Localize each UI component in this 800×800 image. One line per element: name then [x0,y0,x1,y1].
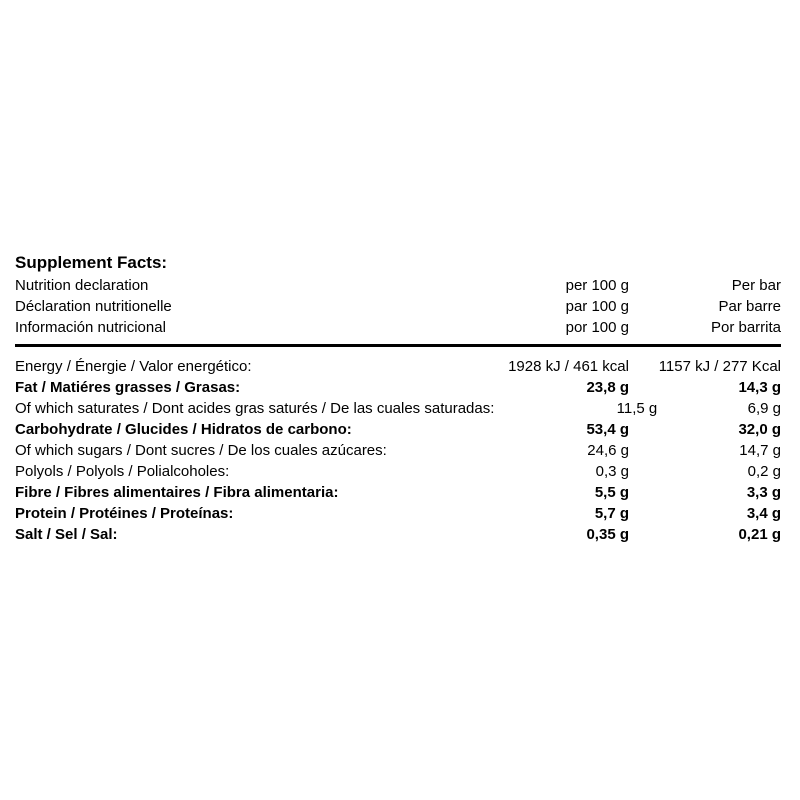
header-row-spanish [15,317,781,338]
nutrient-perbar: 3,4 g [746,505,781,522]
nutrient-perbar: 0,21 g [738,526,781,543]
nutrient-perbar: 32,0 g [738,421,781,438]
nutrient-label: Of which saturates / Dont acides gras saturés / De las cuales saturadas: [15,400,495,417]
nutrient-perbar: 1157 kJ / 277 Kcal [658,358,781,375]
header-perbar: Par barre [718,298,781,315]
nutrient-row-energy [15,356,781,377]
nutrient-row-polyols [15,461,781,482]
header-label: Información nutricional [15,319,166,336]
nutrient-row-fibre [15,482,781,503]
header-per100: per 100 g [565,277,629,294]
header-label: Déclaration nutritionelle [15,298,172,315]
nutrient-label: Polyols / Polyols / Polialcoholes: [15,463,230,480]
nutrient-per100: 5,7 g [594,505,629,522]
header-label: Nutrition declaration [15,277,149,294]
section-divider [15,344,781,347]
header-per100: por 100 g [565,319,629,336]
header-row-french [15,296,781,317]
nutrient-label: Carbohydrate / Glucides / Hidratos de carbono: [15,421,352,438]
nutrient-per100: 1928 kJ / 461 kcal [508,358,629,375]
header-perbar: Por barrita [710,319,781,336]
nutrient-per100: 53,4 g [586,421,629,438]
nutrient-per100: 0,35 g [586,526,629,543]
nutrient-row-saturates [15,398,781,419]
nutrient-rows [15,356,781,545]
nutrient-perbar: 3,3 g [746,484,781,501]
nutrient-row-sugars [15,440,781,461]
nutrient-per100: 23,8 g [586,379,629,396]
nutrient-row-fat [15,377,781,398]
nutrient-per100: 11,5 g [616,400,658,417]
label-title: Supplement Facts: [15,253,168,272]
nutrient-per100: 24,6 g [587,442,629,459]
nutrient-label: Salt / Sel / Sal: [15,526,118,543]
header-per100: par 100 g [565,298,629,315]
nutrient-row-salt [15,524,781,545]
nutrient-row-protein [15,503,781,524]
nutrient-label: Fat / Matiéres grasses / Grasas: [15,379,241,396]
nutrient-row-carbohydrate [15,419,781,440]
nutrient-perbar: 0,2 g [747,463,781,480]
nutrient-label: Of which sugars / Dont sucres / De los cuales azúcares: [15,442,387,459]
nutrient-perbar: 6,9 g [747,400,781,417]
nutrition-facts-panel [15,250,781,545]
nutrient-label: Energy / Énergie / Valor energético: [15,358,252,375]
nutrient-label: Protein / Protéines / Proteínas: [15,505,234,522]
nutrient-perbar: 14,7 g [739,442,781,459]
header-rows [15,275,781,338]
header-perbar: Per bar [731,277,781,294]
nutrient-label: Fibre / Fibres alimentaires / Fibra alimentaria: [15,484,339,501]
header-row-english [15,275,781,296]
nutrient-perbar: 14,3 g [738,379,781,396]
nutrient-per100: 5,5 g [594,484,629,501]
nutrient-per100: 0,3 g [595,463,629,480]
